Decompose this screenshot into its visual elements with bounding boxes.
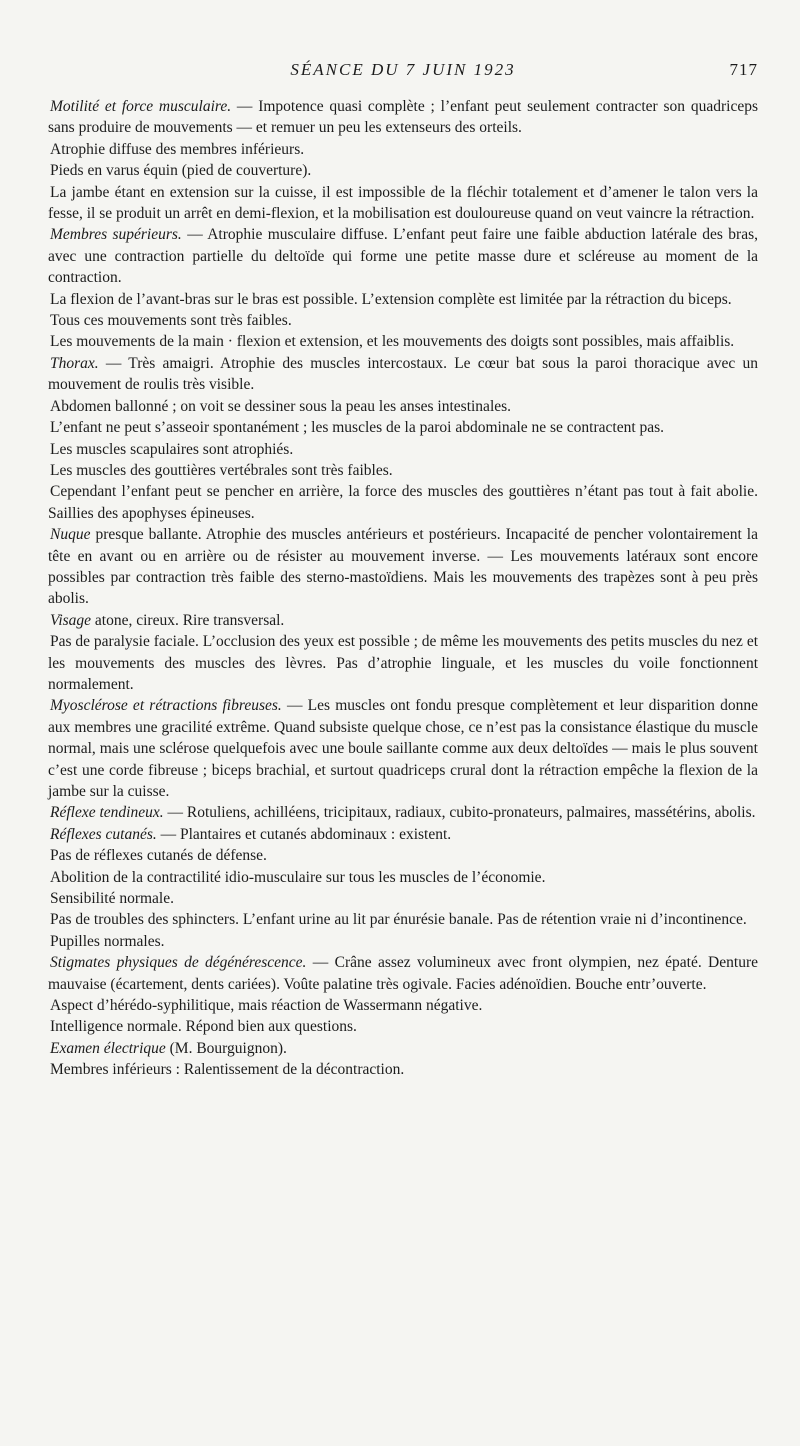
- paragraph-text: Sensibilité normale.: [50, 890, 174, 908]
- paragraph-lead: Motilité et force musculaire.: [50, 98, 232, 115]
- paragraph-text: — Plantaires et cutanés abdominaux : existent.: [156, 825, 452, 843]
- paragraph-lead: Visage: [50, 611, 92, 629]
- paragraph: [48, 952, 758, 995]
- paragraph: [48, 1016, 758, 1037]
- paragraph-text: — Crâne assez volumineux avec front olympien, nez épaté. Denture mauvaise (écartement, dents cariées). Voûte palatine très ogivale. Facies adénoïdien. Bouche entr’ouverte.: [48, 954, 758, 993]
- paragraph-text: Membres inférieurs : Ralentissement de la décontraction.: [50, 1061, 405, 1079]
- paragraph-text: Pas de paralysie faciale. L’occlusion des yeux est possible ; de même les mouvements des petits muscles du nez et les mouvements des muscles des lèvres. Pas d’atrophie linguale, et les muscles du voile fonctionnent normalement.: [48, 633, 758, 693]
- paragraph-text: La flexion de l’avant-bras sur le bras est possible. L’extension complète est limitée par la rétraction du biceps.: [50, 290, 732, 308]
- paragraph: [48, 396, 758, 417]
- paragraph: [48, 824, 758, 845]
- paragraph: [48, 695, 758, 802]
- paragraph-text: Cependant l’enfant peut se pencher en arrière, la force des muscles des gouttières n’étant pas tout à fait abolie. Saillies des apophyses épineuses.: [48, 483, 758, 522]
- paragraph-text: Pas de troubles des sphincters. L’enfant urine au lit par énurésie banale. Pas de rétention vraie ni d’incontinence.: [50, 911, 747, 929]
- paragraph: [48, 331, 758, 352]
- paragraph: [48, 353, 758, 396]
- paragraph-text: Abdomen ballonné ; on voit se dessiner sous la peau les anses intestinales.: [50, 397, 512, 415]
- paragraph-lead: Examen électrique: [50, 1039, 166, 1057]
- page-number: 717: [729, 60, 758, 79]
- page-header: [48, 60, 758, 84]
- paragraph-text: Tous ces mouvements sont très faibles.: [50, 312, 292, 330]
- running-title: SÉANCE DU 7 JUIN 1923: [290, 60, 516, 79]
- paragraph: [48, 931, 758, 952]
- paragraph-text: Pieds en varus équin (pied de couverture).: [50, 162, 312, 180]
- paragraph: [48, 481, 758, 524]
- paragraph: [48, 182, 758, 225]
- paragraph-text: L’enfant ne peut s’asseoir spontanément ; les muscles de la paroi abdominale ne se contractent pas.: [50, 419, 665, 437]
- paragraph-lead: Myosclérose et rétractions fibreuses.: [50, 697, 282, 715]
- paragraph: [48, 439, 758, 460]
- paragraph-lead: Réflexes cutanés.: [50, 825, 157, 843]
- paragraph-text: Les mouvements de la main · flexion et extension, et les mouvements des doigts sont possibles, mais affaiblis.: [50, 333, 735, 351]
- paragraph-text: Les muscles scapulaires sont atrophiés.: [50, 440, 294, 458]
- paragraph-lead: Nuque: [50, 526, 91, 544]
- paragraph: [48, 1038, 758, 1059]
- paragraph: [48, 139, 758, 160]
- paragraph-text: Atrophie diffuse des membres inférieurs.: [50, 140, 305, 158]
- paragraph-text: — Atrophie musculaire diffuse. L’enfant peut faire une faible abduction latérale des bras, avec une contraction partielle du deltoïde qui forme une petite masse dure et scléreuse au moment de la contraction.: [48, 226, 758, 287]
- paragraph: [48, 460, 758, 481]
- paragraph-lead: Membres supérieurs.: [50, 226, 182, 244]
- paragraph: [48, 160, 758, 181]
- paragraph: [48, 867, 758, 888]
- paragraph-text: — Très amaigri. Atrophie des muscles intercostaux. Le cœur bat sous la paroi thoracique avec un mouvement de roulis très visible.: [48, 354, 758, 394]
- paragraph-text: — Les muscles ont fondu presque complètement et leur disparition donne aux membres une gracilité extrême. Quand subsiste quelque chose, ce n’est pas la consistance élastique du muscle normal, mais une sclérose quelquefois avec une boule saillante comme aux deux deltoïdes — mais le plus souvent c’est une corde fibreuse ; biceps brachial, et surtout quadriceps crural dont la rétraction empêche la flexion de la jambe sur la cuisse.: [48, 697, 758, 800]
- paragraph-text: (M. Bourguignon).: [165, 1039, 287, 1057]
- paragraph-text: Abolition de la contractilité idio-musculaire sur tous les muscles de l’économie.: [50, 868, 546, 886]
- paragraph: [48, 631, 758, 695]
- paragraph: [48, 524, 758, 610]
- paragraph-text: Les muscles des gouttières vertébrales sont très faibles.: [50, 461, 393, 479]
- paragraph-text: — Impotence quasi complète ; l’enfant peut seulement contracter son quadriceps sans produire de mouvements — et remuer un peu les extenseurs des orteils.: [48, 98, 758, 137]
- paragraph: [48, 417, 758, 438]
- paragraph-text: Intelligence normale. Répond bien aux questions.: [50, 1018, 357, 1036]
- paragraph-text: La jambe étant en extension sur la cuisse, il est impossible de la fléchir totalement et d’amener le talon vers la fesse, il se produit un arrêt en demi-flexion, et la mobilisation est douloureuse quand on veut vaincre la rétraction.: [48, 183, 758, 223]
- paragraph: [48, 96, 758, 139]
- paragraph: [48, 909, 758, 930]
- paragraph-text: — Rotuliens, achilléens, tricipitaux, radiaux, cubito-pronateurs, palmaires, massétérins, abolis.: [163, 804, 756, 822]
- paragraph: [48, 995, 758, 1016]
- paragraph-text: Aspect d’hérédo-syphilitique, mais réaction de Wassermann négative.: [50, 997, 483, 1015]
- paragraph: [48, 224, 758, 288]
- paragraph-text: Pupilles normales.: [50, 932, 165, 950]
- paragraph-lead: Réflexe tendineux.: [50, 804, 164, 822]
- paragraph-lead: Stigmates physiques de dégénérescence.: [50, 954, 307, 972]
- paragraph: [48, 289, 758, 310]
- paragraph: [48, 845, 758, 866]
- paragraph-text: presque ballante. Atrophie des muscles antérieurs et postérieurs. Incapacité de pencher volontairement la tête en avant ou en arrière ou de résister au mouvement inverse. — Les mouvements latéraux sont encore possibles par contraction très faible des sterno-mastoïdiens. Mais les mouvements des trapèzes sont à peu près abolis.: [48, 526, 758, 608]
- paragraph: [48, 888, 758, 909]
- body-text: [48, 96, 758, 1081]
- paragraph: [48, 610, 758, 631]
- paragraph-lead: Thorax.: [50, 354, 99, 372]
- paragraph-text: Pas de réflexes cutanés de défense.: [50, 847, 267, 865]
- paragraph: [48, 1059, 758, 1080]
- paragraph-text: atone, cireux. Rire transversal.: [91, 611, 285, 629]
- paragraph: [48, 310, 758, 331]
- paragraph: [48, 802, 758, 823]
